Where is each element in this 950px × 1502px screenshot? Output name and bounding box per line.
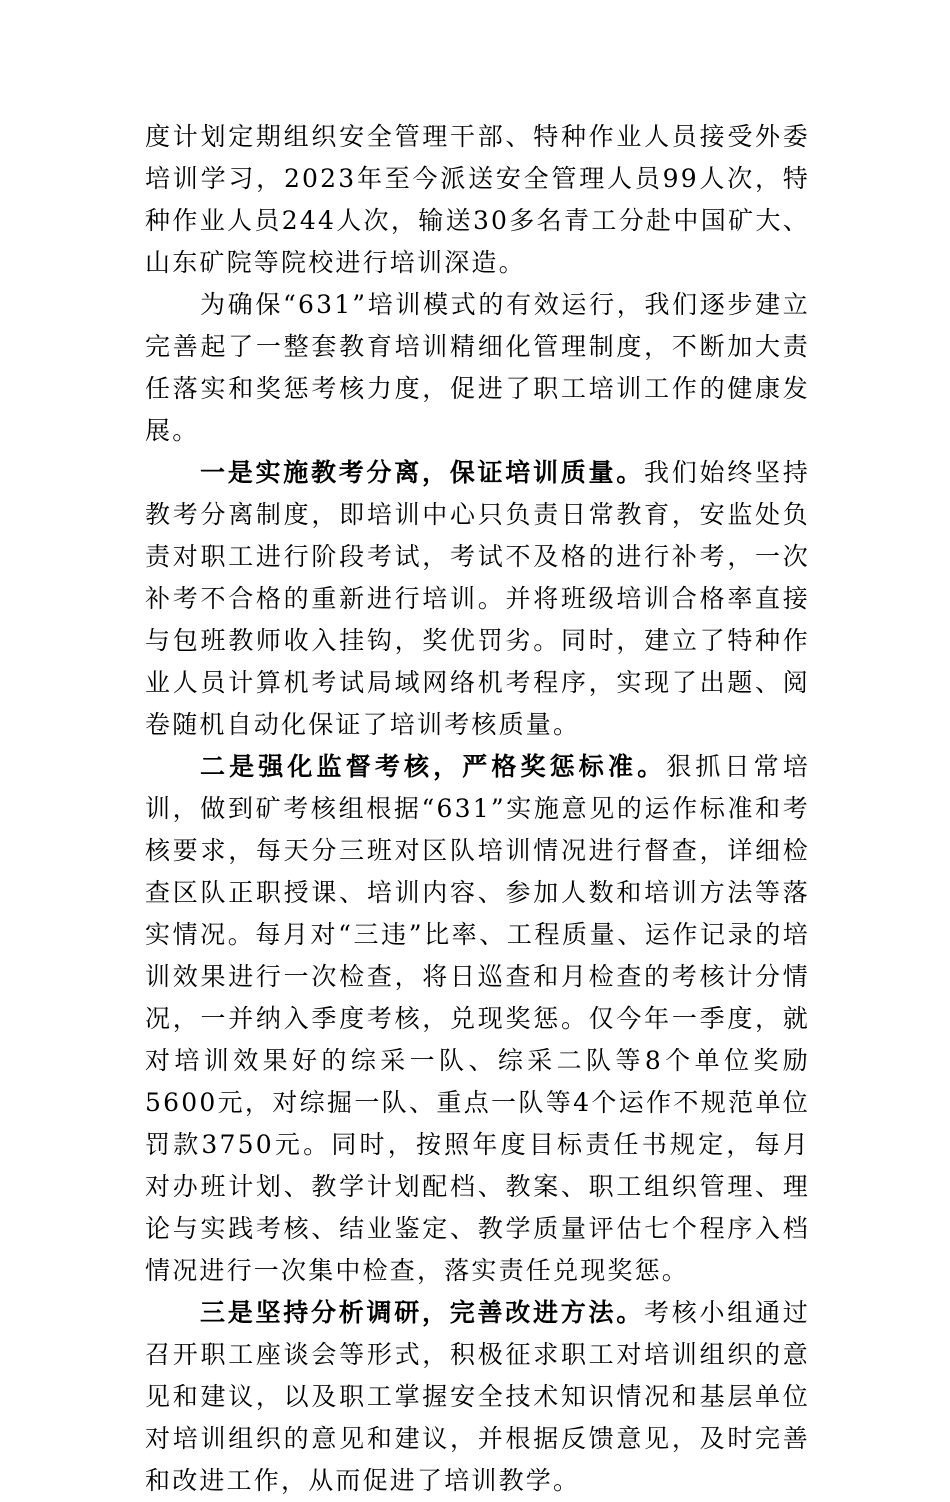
- paragraph-point-three: [145, 1292, 810, 1502]
- paragraph-text: 度计划定期组织安全管理干部、特种作业人员接受外委培训学习，2023年至今派送安全管理人员99人次，特种作业人员244人次，输送30多名青工分赴中国矿大、山东矿院等院校进行培训深造。: [145, 122, 810, 277]
- paragraph-text: 我们始终坚持教考分离制度，即培训中心只负责日常教育，安监处负责对职工进行阶段考试，考试不及格的进行补考，一次补考不合格的重新进行培训。并将班级培训合格率直接与包班教师收入挂钩，奖优罚劣。同时，建立了特种作业人员计算机考试局域网络机考程序，实现了出题、阅卷随机自动化保证了培训考核质量。: [145, 458, 811, 739]
- paragraph-lead: 二是强化监督考核，严格奖惩标准。: [200, 752, 667, 781]
- document-body: [145, 116, 810, 1502]
- paragraph-point-two: [145, 746, 810, 1292]
- paragraph-lead: 一是实施教考分离，保证培训质量。: [200, 458, 645, 487]
- paragraph-text: 考核小组通过召开职工座谈会等形式，积极征求职工对培训组织的意见和建议，以及职工掌握安全技术知识情况和基层单位对培训组织的意见和建议，并根据反馈意见，及时完善和改进工作，从而促进了培训教学。: [145, 1298, 811, 1495]
- paragraph-point-one: [145, 452, 810, 746]
- paragraph-continuation: [145, 116, 810, 284]
- paragraph-text: 狠抓日常培训，做到矿考核组根据“631”实施意见的运作标准和考核要求，每天分三班对区队培训情况进行督查，详细检查区队正职授课、培训内容、参加人数和培训方法等落实情况。每月对“三违”比率、工程质量、运作记录的培训效果进行一次检查，将日巡查和月检查的考核计分情况，一并纳入季度考核，兑现奖惩。仅今年一季度，就对培训效果好的综采一队、综采二队等8个单位奖励5600元，对综掘一队、重点一队等4个运作不规范单位罚款3750元。同时，按照年度目标责任书规定，每月对办班计划、教学计划配档、教案、职工组织管理、理论与实践考核、结业鉴定、教学质量评估七个程序入档情况进行一次集中检查，落实责任兑现奖惩。: [145, 752, 810, 1285]
- paragraph-lead: 三是坚持分析调研，完善改进方法。: [200, 1298, 645, 1327]
- paragraph-text: 为确保“631”培训模式的有效运行，我们逐步建立完善起了一整套教育培训精细化管理制度，不断加大责任落实和奖惩考核力度，促进了职工培训工作的健康发展。: [145, 290, 810, 445]
- paragraph-631-intro: [145, 284, 810, 452]
